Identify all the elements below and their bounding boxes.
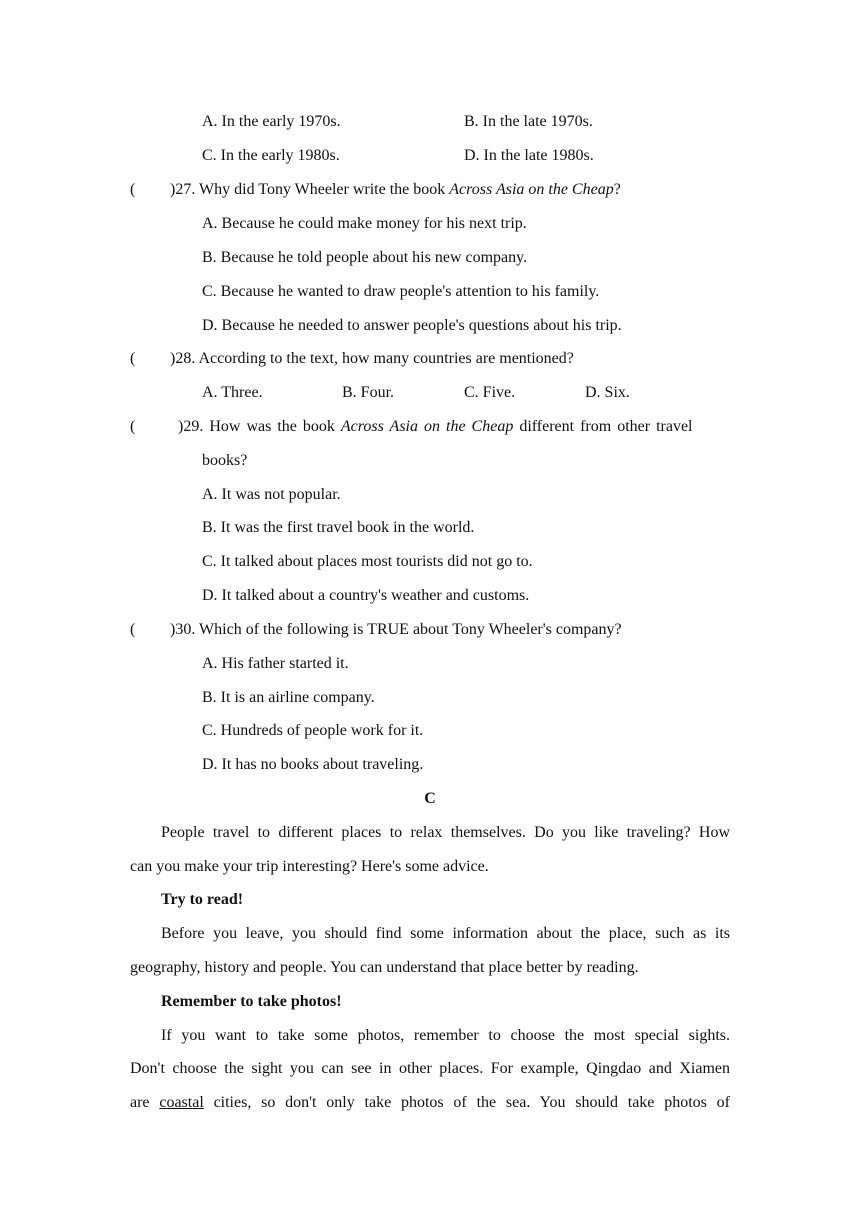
question-number: )29. bbox=[178, 418, 204, 435]
q29-stem bbox=[130, 417, 730, 437]
q26-option-a: A. In the early 1970s. bbox=[202, 113, 341, 130]
q28-option-b: B. Four. bbox=[342, 384, 395, 401]
tip1-heading: Try to read! bbox=[161, 891, 244, 908]
section-heading: C bbox=[424, 790, 436, 807]
q28-option-a: A. Three. bbox=[202, 384, 263, 401]
q26-option-c: C. In the early 1980s. bbox=[202, 147, 340, 164]
question-text: Why did Tony Wheeler write the book bbox=[195, 181, 450, 198]
q28-option-d: D. Six. bbox=[585, 384, 630, 401]
q28-option-c: C. Five. bbox=[464, 384, 516, 401]
tip2-line-3 bbox=[130, 1093, 730, 1113]
tip2-line-2: Don't choose the sight you can see in other places. For example, Qingdao and Xiamen bbox=[130, 1060, 730, 1077]
q29-option-b: B. It was the first travel book in the world. bbox=[202, 519, 475, 536]
question-text: How was the book bbox=[203, 418, 341, 435]
q30-option-c: C. Hundreds of people work for it. bbox=[202, 722, 424, 739]
tip2-heading: Remember to take photos! bbox=[161, 993, 342, 1010]
q27-option-c: C. Because he wanted to draw people's attention to his family. bbox=[202, 283, 600, 300]
q29-option-c: C. It talked about places most tourists did not go to. bbox=[202, 553, 533, 570]
answer-blank[interactable]: ( bbox=[130, 418, 136, 435]
question-number: )27. bbox=[170, 181, 196, 198]
q29-stem-line2: books? bbox=[202, 452, 248, 469]
answer-blank[interactable]: ( bbox=[130, 181, 136, 198]
question-text: Which of the following is TRUE about Tony Wheeler's company? bbox=[195, 621, 622, 638]
q28-stem bbox=[130, 349, 574, 369]
question-number: )28. bbox=[170, 350, 196, 367]
q26-option-d: D. In the late 1980s. bbox=[464, 147, 594, 164]
q30-option-b: B. It is an airline company. bbox=[202, 689, 375, 706]
intro-line-2: can you make your trip interesting? Here's some advice. bbox=[130, 858, 489, 875]
book-title: Across Asia on the Cheap bbox=[449, 181, 614, 198]
question-number: )30. bbox=[170, 621, 196, 638]
tip1-line-1: Before you leave, you should find some information about the place, such as its bbox=[161, 925, 730, 942]
q27-stem bbox=[130, 180, 621, 200]
q30-stem bbox=[130, 620, 622, 640]
q26-option-b: B. In the late 1970s. bbox=[464, 113, 593, 130]
q29-option-d: D. It talked about a country's weather and customs. bbox=[202, 587, 530, 604]
q27-option-b: B. Because he told people about his new company. bbox=[202, 249, 528, 266]
answer-blank[interactable]: ( bbox=[130, 350, 136, 367]
q27-option-a: A. Because he could make money for his next trip. bbox=[202, 215, 527, 232]
answer-blank[interactable]: ( bbox=[130, 621, 136, 638]
question-text-end: ? bbox=[613, 181, 621, 198]
question-text-end: different from other travel bbox=[513, 418, 693, 435]
book-title: Across Asia on the Cheap bbox=[340, 418, 514, 435]
q29-option-a: A. It was not popular. bbox=[202, 486, 341, 503]
q30-option-a: A. His father started it. bbox=[202, 655, 349, 672]
tip2-line-3-end: cities, so don't only take photos of the sea. You should take photos of bbox=[203, 1094, 731, 1111]
tip1-line-2: geography, history and people. You can understand that place better by reading. bbox=[130, 959, 639, 976]
intro-line-1: People travel to different places to relax themselves. Do you like traveling? How bbox=[161, 824, 730, 841]
q30-option-d: D. It has no books about traveling. bbox=[202, 756, 424, 773]
tip2-line-1: If you want to take some photos, remember to choose the most special sights. bbox=[161, 1027, 730, 1044]
tip2-line-3-start: are bbox=[130, 1094, 160, 1111]
underlined-word: coastal bbox=[159, 1094, 204, 1111]
q27-option-d: D. Because he needed to answer people's questions about his trip. bbox=[202, 317, 622, 334]
question-text: According to the text, how many countries are mentioned? bbox=[195, 350, 574, 367]
